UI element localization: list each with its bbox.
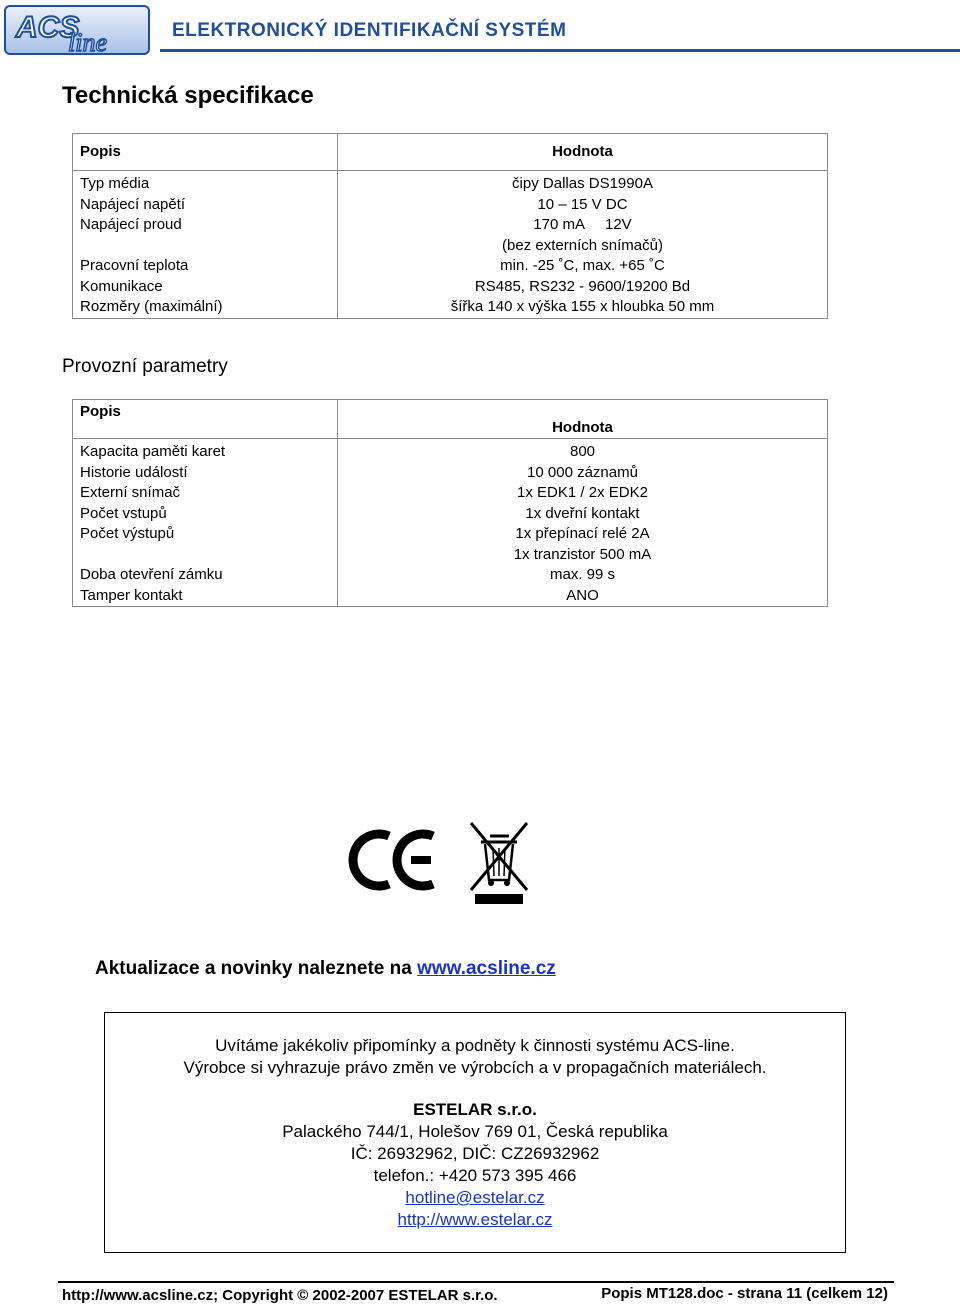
- hotline-email-link[interactable]: hotline@estelar.cz: [405, 1188, 545, 1207]
- row-label: Napájecí napětí: [73, 195, 338, 216]
- company-phone: telefon.: +420 573 395 466: [373, 1166, 577, 1185]
- table-row: [73, 256, 828, 277]
- row-value: RS485, RS232 - 9600/19200 Bd: [338, 277, 828, 298]
- table-row: [73, 565, 828, 586]
- row-label: Tamper kontakt: [73, 586, 338, 607]
- column-header-description: Popis: [73, 400, 338, 439]
- updates-text: Aktualizace a novinky naleznete na: [95, 958, 418, 979]
- row-label: Kapacita paměti karet: [73, 439, 338, 463]
- row-label: Externí snímač: [73, 483, 338, 504]
- company-name: ESTELAR s.r.o.: [413, 1100, 537, 1119]
- row-value: 1x tranzistor 500 mA: [338, 545, 828, 566]
- row-label: Pracovní teplota: [73, 256, 338, 277]
- row-label: Napájecí proud: [73, 215, 338, 236]
- row-label: Komunikace: [73, 277, 338, 298]
- row-label: [73, 545, 338, 566]
- table-row: [73, 277, 828, 298]
- svg-text:line: line: [68, 28, 107, 57]
- column-header-value: Hodnota: [338, 134, 828, 171]
- row-value: min. -25 ˚C, max. +65 ˚C: [338, 256, 828, 277]
- header-title: ELEKTRONICKÝ IDENTIFIKAČNÍ SYSTÉM: [172, 20, 567, 41]
- row-label: Typ média: [73, 171, 338, 195]
- table-row: [73, 545, 828, 566]
- row-value: 1x EDK1 / 2x EDK2: [338, 483, 828, 504]
- section-title-specification: Technická specifikace: [62, 82, 314, 109]
- row-label: Počet vstupů: [73, 504, 338, 525]
- row-value: max. 99 s: [338, 565, 828, 586]
- certification-marks: [345, 818, 535, 913]
- table-row: [73, 586, 828, 607]
- footer-copyright: http://www.acsline.cz; Copyright © 2002-2007 ESTELAR s.r.o.: [62, 1287, 498, 1304]
- row-value: 10 – 15 V DC: [338, 195, 828, 216]
- section-title-operating-parameters: Provozní parametry: [62, 356, 228, 377]
- table-row: [73, 195, 828, 216]
- row-value: 1x dveřní kontakt: [338, 504, 828, 525]
- acsline-website-link[interactable]: www.acsline.cz: [417, 958, 556, 979]
- disclaimer-text: Výrobce si vyhrazuje právo změn ve výrobcích a v propagačních materiálech.: [183, 1058, 767, 1077]
- row-label: Doba otevření zámku: [73, 565, 338, 586]
- table-row: [73, 171, 828, 195]
- table-row: [73, 524, 828, 545]
- row-label: [73, 236, 338, 257]
- operating-parameters-table: [72, 399, 828, 607]
- table-row: [73, 483, 828, 504]
- table-row: [73, 215, 828, 236]
- column-header-value: Hodnota: [338, 400, 828, 439]
- row-value: čipy Dallas DS1990A: [338, 171, 828, 195]
- company-address: Palackého 744/1, Holešov 769 01, Česká republika: [282, 1122, 668, 1141]
- footer-page-info: Popis MT128.doc - strana 11 (celkem 12): [601, 1285, 888, 1302]
- ce-mark-icon: [353, 834, 433, 886]
- row-value: šířka 140 x výška 155 x hloubka 50 mm: [338, 297, 828, 318]
- table-row: [73, 504, 828, 525]
- table-row: [73, 236, 828, 257]
- table-row: [73, 463, 828, 484]
- contact-info-box: [104, 1012, 846, 1253]
- estelar-website-link[interactable]: http://www.estelar.cz: [397, 1210, 553, 1229]
- table-header-row: [73, 134, 828, 171]
- row-value: (bez externích snímačů): [338, 236, 828, 257]
- specification-table: [72, 133, 828, 319]
- feedback-text: Uvítáme jakékoliv připomínky a podněty k činnosti systému ACS-line.: [215, 1036, 735, 1055]
- column-header-description: Popis: [73, 134, 338, 171]
- svg-text:ACS: ACS: [16, 11, 80, 44]
- table-row: [73, 439, 828, 463]
- header-divider: [160, 49, 960, 52]
- row-label: Historie událostí: [73, 463, 338, 484]
- acs-line-logo: [4, 5, 150, 55]
- row-label: Rozměry (maximální): [73, 297, 338, 318]
- table-header-row: [73, 400, 828, 439]
- page-header: [0, 0, 960, 60]
- row-value: 170 mA 12V: [338, 215, 828, 236]
- row-label: Počet výstupů: [73, 524, 338, 545]
- row-value: ANO: [338, 586, 828, 607]
- updates-notice: [95, 958, 556, 980]
- table-row: [73, 297, 828, 318]
- row-value: 10 000 záznamů: [338, 463, 828, 484]
- footer-divider: [58, 1281, 894, 1283]
- company-ids: IČ: 26932962, DIČ: CZ26932962: [350, 1144, 600, 1163]
- row-value: 1x přepínací relé 2A: [338, 524, 828, 545]
- row-value: 800: [338, 439, 828, 463]
- weee-crossed-bin-icon: [471, 823, 527, 904]
